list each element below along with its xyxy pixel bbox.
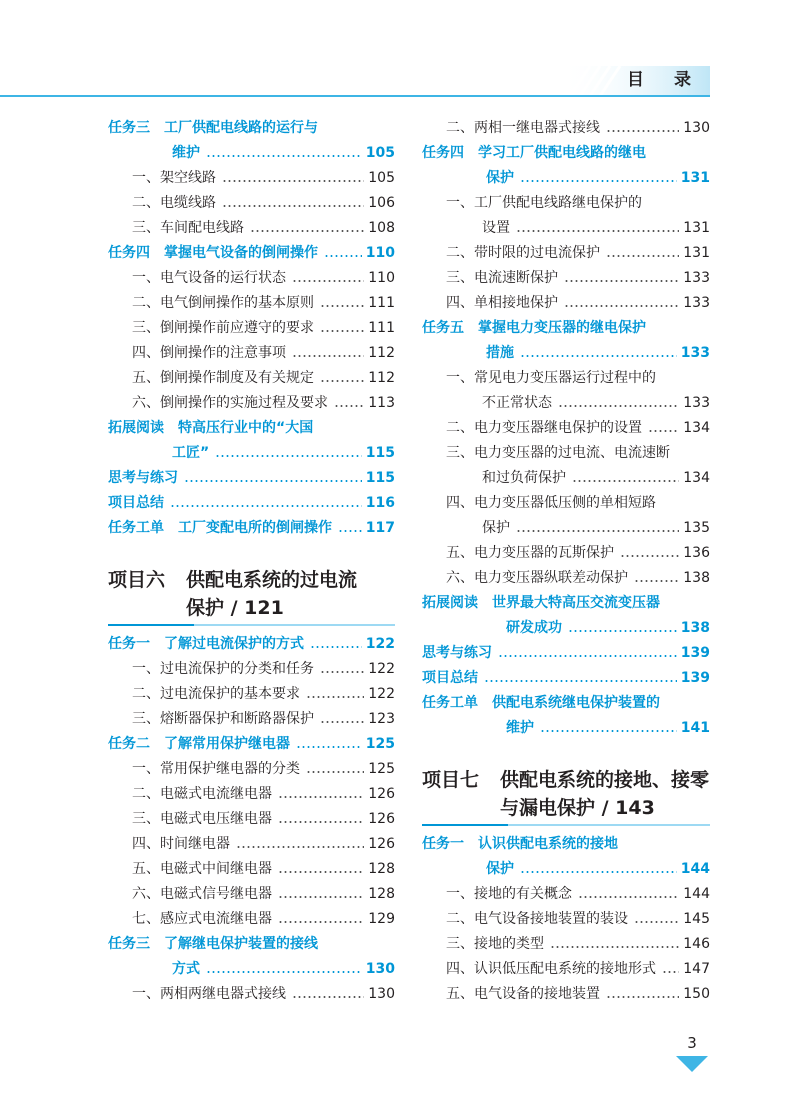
- dot-leader: [206, 971, 362, 973]
- toc-entry-title: 任务二 了解常用保护继电器: [108, 736, 290, 752]
- toc-entry: [422, 191, 710, 215]
- toc-entry-title: 研发成功: [506, 620, 562, 636]
- dot-leader: [634, 580, 679, 582]
- toc-entry-title: 思考与练习: [422, 645, 492, 661]
- dot-leader: [278, 871, 364, 873]
- toc-entry-title: 四、时间继电器: [132, 836, 230, 852]
- toc-entry-page: 112: [368, 345, 395, 361]
- toc-entry-title: 三、电力变压器的过电流、电流速断: [446, 445, 670, 461]
- dot-leader: [320, 380, 364, 382]
- toc-entry: [422, 882, 710, 906]
- toc-entry: [108, 782, 395, 806]
- dot-leader: [662, 971, 679, 973]
- toc-entry-title: 二、电气设备接地装置的装设: [446, 911, 628, 927]
- toc-entry-page: 150: [683, 986, 710, 1002]
- dot-leader: [206, 155, 362, 157]
- dot-leader: [306, 696, 364, 698]
- dot-leader: [578, 896, 679, 898]
- toc-entry: [422, 857, 710, 881]
- project-number: 项目六: [108, 569, 166, 591]
- toc-entry: [422, 466, 710, 490]
- dot-leader: [568, 630, 677, 632]
- toc-entry-title: 二、过电流保护的基本要求: [132, 686, 300, 702]
- dot-leader: [278, 796, 364, 798]
- dot-leader: [634, 921, 679, 923]
- toc-entry-title: 一、常用保护继电器的分类: [132, 761, 300, 777]
- dot-leader: [170, 505, 362, 507]
- dot-leader: [222, 180, 364, 182]
- toc-entry: [108, 682, 395, 706]
- header-title: 目 录: [627, 70, 703, 90]
- toc-entry: [422, 241, 710, 265]
- toc-entry-title: 一、两相两继电器式接线: [132, 986, 286, 1002]
- toc-entry-title: 一、常见电力变压器运行过程中的: [446, 370, 656, 386]
- toc-entry: [422, 266, 710, 290]
- toc-entry: [422, 932, 710, 956]
- toc-entry: [108, 932, 395, 956]
- toc-entry: [108, 316, 395, 340]
- dot-leader: [320, 721, 364, 723]
- toc-entry: [108, 291, 395, 315]
- toc-entry-title: 一、工厂供配电线路继电保护的: [446, 195, 642, 211]
- toc-entry: [422, 116, 710, 140]
- toc-entry-page: 113: [368, 395, 395, 411]
- toc-entry: [108, 732, 395, 756]
- toc-entry-page: 122: [365, 636, 395, 652]
- toc-entry-page: 130: [365, 961, 395, 977]
- toc-entry: [108, 366, 395, 390]
- toc-entry: [422, 616, 710, 640]
- toc-entry-page: 126: [368, 786, 395, 802]
- toc-entry-page: 131: [680, 170, 710, 186]
- toc-entry-page: 128: [368, 861, 395, 877]
- toc-entry-page: 126: [368, 811, 395, 827]
- toc-entry-title: 一、电气设备的运行状态: [132, 270, 286, 286]
- toc-entry-page: 133: [683, 295, 710, 311]
- toc-entry-title: 三、倒闸操作前应遵守的要求: [132, 320, 314, 336]
- toc-entry: [422, 366, 710, 390]
- toc-entry: [108, 166, 395, 190]
- dot-leader: [296, 746, 362, 748]
- toc-entry: [108, 416, 395, 440]
- toc-entry-title: 保护: [486, 170, 514, 186]
- toc-entry-title: 四、认识低压配电系统的接地形式: [446, 961, 656, 977]
- dot-leader: [320, 305, 364, 307]
- dot-leader: [620, 555, 679, 557]
- toc-entry-title: 二、电气倒闸操作的基本原则: [132, 295, 314, 311]
- toc-entry-page: 106: [368, 195, 395, 211]
- toc-entry-page: 115: [365, 445, 395, 461]
- dot-leader: [606, 255, 679, 257]
- toc-entry-page: 126: [368, 836, 395, 852]
- toc-entry-title: 任务三 工厂供配电线路的运行与: [108, 120, 318, 136]
- toc-entry-page: 128: [368, 886, 395, 902]
- toc-entry-title: 五、电气设备的接地装置: [446, 986, 600, 1002]
- project-title-line2: 保护 / 121: [186, 597, 284, 619]
- dot-leader: [222, 205, 364, 207]
- toc-entry-title: 二、电缆线路: [132, 195, 216, 211]
- dot-leader: [334, 405, 364, 407]
- project-title-line2: 与漏电保护 / 143: [500, 797, 655, 819]
- dot-leader: [516, 230, 679, 232]
- toc-entry: [108, 116, 395, 140]
- toc-entry: [422, 666, 710, 690]
- dot-leader: [550, 946, 679, 948]
- project-rule: [422, 824, 710, 826]
- toc-entry-page: 130: [368, 986, 395, 1002]
- dot-leader: [520, 355, 677, 357]
- dot-leader: [292, 280, 364, 282]
- dot-leader: [278, 896, 364, 898]
- toc-entry: [108, 341, 395, 365]
- toc-entry-page: 147: [683, 961, 710, 977]
- dot-leader: [572, 480, 679, 482]
- toc-entry-title: 七、感应式电流继电器: [132, 911, 272, 927]
- dot-leader: [564, 305, 679, 307]
- toc-entry: [108, 957, 395, 981]
- toc-entry-title: 和过负荷保护: [482, 470, 566, 486]
- project-rule: [108, 624, 395, 626]
- toc-entry-page: 146: [683, 936, 710, 952]
- toc-entry-title: 三、熔断器保护和断路器保护: [132, 711, 314, 727]
- toc-entry-page: 139: [680, 670, 710, 686]
- dot-leader: [306, 771, 364, 773]
- toc-entry: [108, 657, 395, 681]
- toc-entry: [422, 716, 710, 740]
- dot-leader: [606, 130, 679, 132]
- toc-entry: [108, 757, 395, 781]
- toc-entry-title: 工匠”: [172, 445, 210, 461]
- toc-entry-title: 四、单相接地保护: [446, 295, 558, 311]
- toc-entry-page: 144: [683, 886, 710, 902]
- toc-entry-page: 130: [683, 120, 710, 136]
- dot-leader: [516, 530, 679, 532]
- toc-entry: [108, 516, 395, 540]
- toc-entry-title: 任务三 了解继电保护装置的接线: [108, 936, 318, 952]
- toc-entry-page: 141: [680, 720, 710, 736]
- toc-entry-page: 145: [683, 911, 710, 927]
- toc-entry: [422, 166, 710, 190]
- toc-entry-page: 131: [683, 245, 710, 261]
- dot-leader: [292, 355, 364, 357]
- dot-leader: [292, 996, 364, 998]
- toc-entry-title: 不正常状态: [482, 395, 552, 411]
- dot-leader: [320, 671, 364, 673]
- toc-entry-title: 六、电磁式信号继电器: [132, 886, 272, 902]
- project-title-line1: 供配电系统的接地、接零: [500, 769, 710, 791]
- toc-entry: [422, 291, 710, 315]
- toc-entry: [108, 491, 395, 515]
- toc-entry: [422, 982, 710, 1006]
- toc-entry-page: 110: [365, 245, 395, 261]
- toc-entry-page: 144: [680, 861, 710, 877]
- toc-entry-title: 三、接地的类型: [446, 936, 544, 952]
- toc-entry-title: 二、电磁式电流继电器: [132, 786, 272, 802]
- toc-entry: [422, 566, 710, 590]
- toc-entry-page: 105: [365, 145, 395, 161]
- dot-leader: [310, 646, 362, 648]
- toc-entry-title: 措施: [486, 345, 514, 361]
- toc-entry-title: 一、架空线路: [132, 170, 216, 186]
- dot-leader: [564, 280, 679, 282]
- toc-entry-title: 任务一 了解过电流保护的方式: [108, 636, 304, 652]
- dot-leader: [320, 330, 364, 332]
- toc-entry: [422, 316, 710, 340]
- toc-entry-page: 108: [368, 220, 395, 236]
- toc-entry-title: 项目总结: [422, 670, 478, 686]
- toc-entry-title: 设置: [482, 220, 510, 236]
- toc-entry-title: 拓展阅读 特高压行业中的“大国: [108, 420, 314, 436]
- toc-entry-title: 六、电力变压器纵联差动保护: [446, 570, 628, 586]
- toc-entry: [422, 216, 710, 240]
- toc-entry: [422, 641, 710, 665]
- toc-entry-title: 维护: [172, 145, 200, 161]
- toc-entry-title: 任务一 认识供配电系统的接地: [422, 836, 618, 852]
- dot-leader: [648, 430, 679, 432]
- toc-entry-page: 133: [683, 395, 710, 411]
- toc-entry-title: 二、两相一继电器式接线: [446, 120, 600, 136]
- toc-entry: [108, 982, 395, 1006]
- toc-entry-title: 任务四 学习工厂供配电线路的继电: [422, 145, 646, 161]
- toc-entry-title: 一、过电流保护的分类和任务: [132, 661, 314, 677]
- project-six-heading: [108, 566, 395, 622]
- toc-entry-title: 三、电磁式电压继电器: [132, 811, 272, 827]
- project-number: 项目七: [422, 769, 480, 791]
- toc-entry-title: 六、倒闸操作的实施过程及要求: [132, 395, 328, 411]
- project-title-line1: 供配电系统的过电流: [186, 569, 358, 591]
- header-rule: [0, 95, 710, 97]
- toc-entry-title: 二、电力变压器继电保护的设置: [446, 420, 642, 436]
- toc-entry: [108, 216, 395, 240]
- toc-entry: [108, 857, 395, 881]
- toc-entry-title: 一、接地的有关概念: [446, 886, 572, 902]
- toc-entry: [422, 541, 710, 565]
- dot-leader: [324, 255, 362, 257]
- dot-leader: [236, 846, 364, 848]
- dot-leader: [338, 530, 362, 532]
- toc-entry: [108, 266, 395, 290]
- toc-entry: [108, 632, 395, 656]
- toc-entry: [422, 141, 710, 165]
- dot-leader: [520, 871, 677, 873]
- toc-entry-title: 保护: [482, 520, 510, 536]
- dot-leader: [250, 230, 364, 232]
- dot-leader: [278, 921, 364, 923]
- toc-entry: [422, 491, 710, 515]
- toc-entry-title: 任务工单 工厂变配电所的倒闸操作: [108, 520, 332, 536]
- toc-entry-title: 拓展阅读 世界最大特高压交流变压器: [422, 595, 660, 611]
- toc-entry-page: 116: [365, 495, 395, 511]
- toc-entry-title: 五、倒闸操作制度及有关规定: [132, 370, 314, 386]
- toc-entry-title: 二、带时限的过电流保护: [446, 245, 600, 261]
- toc-entry-title: 维护: [506, 720, 534, 736]
- toc-entry: [422, 391, 710, 415]
- toc-entry-title: 保护: [486, 861, 514, 877]
- toc-entry-page: 111: [368, 295, 395, 311]
- dot-leader: [215, 455, 362, 457]
- toc-entry: [422, 341, 710, 365]
- toc-entry-page: 131: [683, 220, 710, 236]
- toc-entry-page: 123: [368, 711, 395, 727]
- dot-leader: [498, 655, 677, 657]
- toc-entry: [422, 591, 710, 615]
- dot-leader: [520, 180, 677, 182]
- toc-entry-page: 125: [368, 761, 395, 777]
- toc-entry: [422, 957, 710, 981]
- toc-entry-page: 138: [683, 570, 710, 586]
- toc-entry-page: 134: [683, 420, 710, 436]
- toc-entry: [422, 832, 710, 856]
- toc-entry: [108, 391, 395, 415]
- toc-entry-page: 122: [368, 686, 395, 702]
- dot-leader: [484, 680, 677, 682]
- toc-entry-page: 133: [683, 270, 710, 286]
- toc-entry-title: 四、倒闸操作的注意事项: [132, 345, 286, 361]
- toc-entry-title: 任务四 掌握电气设备的倒闸操作: [108, 245, 318, 261]
- toc-entry-page: 112: [368, 370, 395, 386]
- toc-entry: [108, 807, 395, 831]
- toc-entry-page: 133: [680, 345, 710, 361]
- toc-entry: [108, 191, 395, 215]
- dot-leader: [558, 405, 679, 407]
- toc-entry: [422, 416, 710, 440]
- toc-entry-title: 任务五 掌握电力变压器的继电保护: [422, 320, 646, 336]
- toc-entry-title: 任务工单 供配电系统继电保护装置的: [422, 695, 660, 711]
- toc-entry-page: 134: [683, 470, 710, 486]
- toc-entry-page: 135: [683, 520, 710, 536]
- toc-entry-page: 139: [680, 645, 710, 661]
- toc-entry: [422, 907, 710, 931]
- toc-entry-title: 四、电力变压器低压侧的单相短路: [446, 495, 656, 511]
- toc-entry: [422, 516, 710, 540]
- toc-entry: [108, 241, 395, 265]
- toc-entry-page: 115: [365, 470, 395, 486]
- toc-entry: [422, 691, 710, 715]
- toc-entry: [108, 882, 395, 906]
- page-number: 3: [687, 1034, 697, 1052]
- project-seven-heading: [422, 766, 710, 822]
- toc-entry-title: 思考与练习: [108, 470, 178, 486]
- toc-entry-title: 三、电流速断保护: [446, 270, 558, 286]
- toc-entry-title: 项目总结: [108, 495, 164, 511]
- toc-entry-page: 117: [365, 520, 395, 536]
- page-header: [0, 0, 800, 96]
- toc-entry-page: 129: [368, 911, 395, 927]
- toc-entry-title: 五、电磁式中间继电器: [132, 861, 272, 877]
- toc-entry: [108, 907, 395, 931]
- toc-entry-title: 五、电力变压器的瓦斯保护: [446, 545, 614, 561]
- dot-leader: [184, 480, 362, 482]
- toc-entry-page: 125: [365, 736, 395, 752]
- toc-entry-page: 105: [368, 170, 395, 186]
- toc-entry-page: 138: [680, 620, 710, 636]
- dot-leader: [540, 730, 677, 732]
- toc-entry: [108, 707, 395, 731]
- toc-entry: [108, 832, 395, 856]
- toc-entry-page: 122: [368, 661, 395, 677]
- toc-entry: [108, 141, 395, 165]
- toc-entry-title: 三、车间配电线路: [132, 220, 244, 236]
- toc-entry-page: 136: [683, 545, 710, 561]
- toc-entry: [108, 466, 395, 490]
- toc-entry-page: 111: [368, 320, 395, 336]
- toc-entry-title: 方式: [172, 961, 200, 977]
- toc-entry: [108, 441, 395, 465]
- dot-leader: [606, 996, 679, 998]
- dot-leader: [278, 821, 364, 823]
- toc-entry-page: 110: [368, 270, 395, 286]
- page-marker-triangle-icon: [676, 1056, 708, 1072]
- toc-entry: [422, 441, 710, 465]
